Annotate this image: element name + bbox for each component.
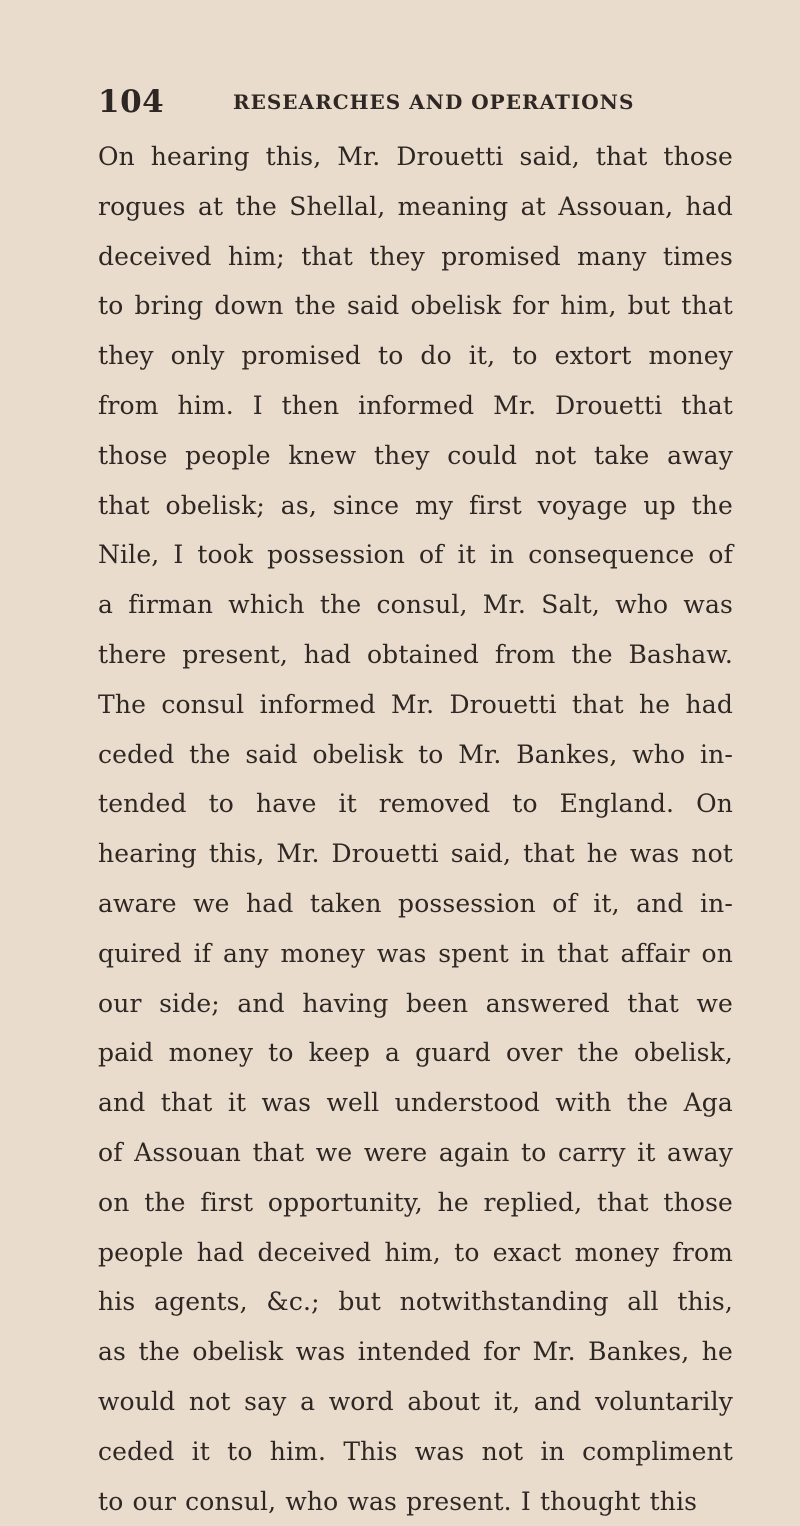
text-line: paid money to keep a guard over the obelisk, bbox=[98, 1038, 733, 1068]
text-line: and that it was well understood with the Aga bbox=[98, 1088, 733, 1118]
text-line: hearing this, Mr. Drouetti said, that he was not bbox=[98, 839, 733, 869]
text-line: people had deceived him, to exact money from bbox=[98, 1237, 733, 1267]
text-line: rogues at the Shellal, meaning at Assouan, had bbox=[98, 191, 733, 221]
text-line: ceded it to him. This was not in compliment bbox=[98, 1436, 733, 1466]
text-line: On hearing this, Mr. Drouetti said, that those bbox=[98, 142, 733, 171]
text-line: quired if any money was spent in that affair on bbox=[98, 938, 733, 968]
running-head: RESEARCHES AND OPERATIONS bbox=[233, 90, 635, 114]
text-line: tended to have it removed to England. On bbox=[98, 789, 733, 819]
text-line: Nile, I took possession of it in consequence of bbox=[98, 540, 733, 570]
text-line: deceived him; that they promised many times bbox=[98, 241, 733, 271]
text-line: a firman which the consul, Mr. Salt, who was bbox=[98, 590, 733, 620]
text-line: would not say a word about it, and voluntarily bbox=[98, 1386, 733, 1416]
page-number: 104 bbox=[98, 84, 165, 120]
body-text bbox=[98, 132, 733, 1526]
text-line: to our consul, who was present. I thought this bbox=[98, 1486, 698, 1516]
text-line: from him. I then informed Mr. Drouetti that bbox=[98, 390, 733, 420]
text-line: there present, had obtained from the Bashaw. bbox=[98, 639, 733, 669]
text-line: of Assouan that we were again to carry it away bbox=[98, 1137, 733, 1167]
page-header bbox=[98, 82, 718, 122]
text-line: those people knew they could not take away bbox=[98, 440, 733, 470]
text-line: aware we had taken possession of it, and in- bbox=[98, 888, 733, 918]
text-line: ceded the said obelisk to Mr. Bankes, who in- bbox=[98, 739, 733, 769]
text-line: as the obelisk was intended for Mr. Bankes, he bbox=[98, 1337, 733, 1367]
text-line: our side; and having been answered that we bbox=[98, 988, 733, 1018]
text-line: they only promised to do it, to extort money bbox=[98, 341, 733, 371]
text-line: The consul informed Mr. Drouetti that he had bbox=[98, 689, 733, 719]
text-line: to bring down the said obelisk for him, but that bbox=[98, 291, 733, 321]
text-line: that obelisk; as, since my first voyage up the bbox=[98, 490, 733, 520]
text-line: on the first opportunity, he replied, that those bbox=[98, 1187, 733, 1217]
text-line: his agents, &c.; but notwithstanding all this, bbox=[98, 1287, 733, 1317]
